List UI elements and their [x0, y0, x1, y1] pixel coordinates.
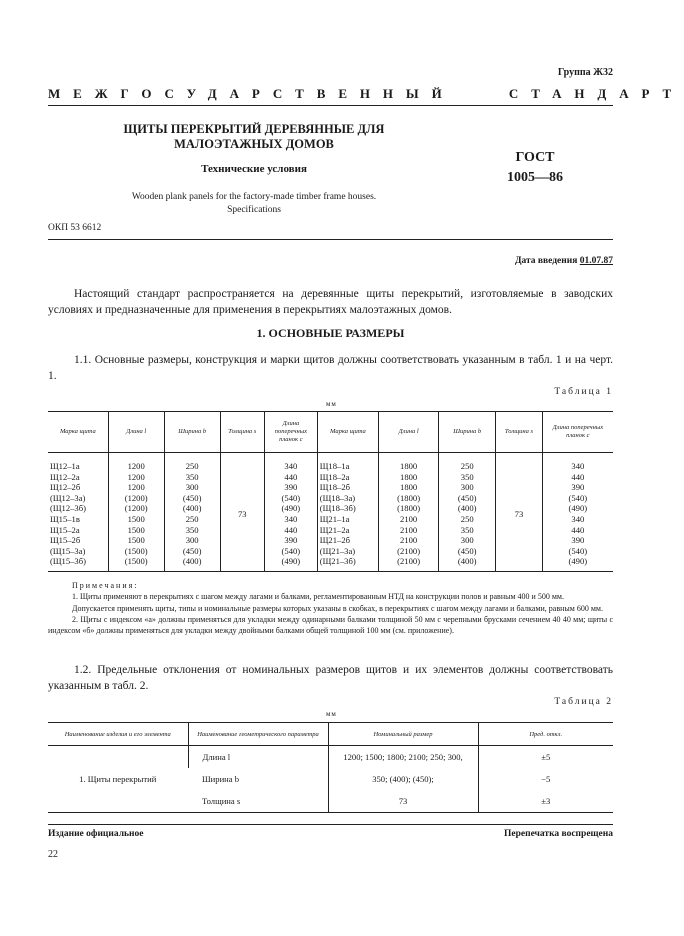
section-1-title: 1. ОСНОВНЫЕ РАЗМЕРЫ: [256, 326, 405, 340]
interstate-left: МЕЖГОСУДАРСТВЕННЫЙ: [48, 86, 455, 101]
intro-paragraph: Настоящий стандарт распространяется на деревянные щиты перекрытий, изготовляемые в заводских условиях и предназначенные для применения в перекрытиях малоэтажных домов.: [48, 288, 613, 316]
footer-rule: [48, 824, 613, 825]
gost-label: ГОСТ: [515, 150, 555, 165]
interstate-standard-heading: [48, 86, 684, 102]
document-subtitle: Технические условия: [201, 163, 307, 175]
group-code: Группа Ж32: [557, 67, 613, 78]
official-edition: Издание официальное: [48, 829, 144, 839]
t2-nominal-length: 1200; 1500; 1800; 2100; 250; 300,: [328, 746, 478, 769]
t2-dev-width: −5: [478, 768, 613, 790]
header-rule: [48, 105, 613, 106]
t2-param-width: Ширина b: [202, 774, 240, 784]
t1-header-mark-2: Марка щита: [317, 412, 378, 453]
note-1b: Допускается применять щиты, типы и номинальные размеры которых указаны в скобках, в перекрытиях с шагом между лагами и балками, равным 600 мм.: [72, 603, 603, 613]
english-title: [95, 191, 413, 217]
t1-left-lengths: 1200 1200 1200 (1200) (1200) 1500 1500 1500 (1500) (1500): [108, 453, 164, 572]
t1-header-length: Длина l: [108, 412, 164, 453]
table-2-unit: мм: [326, 710, 337, 718]
t2-header-deviation: Пред. откл.: [478, 723, 613, 746]
reprint-prohibited: Перепечатка воспрещена: [503, 829, 613, 839]
t2-dev-thickness: ±3: [478, 790, 613, 813]
t1-header-plank-2: Длина поперечных планок c: [542, 412, 613, 453]
t1-right-lengths: 1800 1800 1800 (1800) (1800) 2100 2100 2100 (2100) (2100): [379, 453, 439, 572]
clause-1-2: 1.2. Предельные отклонения от номинальных размеров щитов и их элементов должны соответствовать указанным в табл. 2.: [48, 664, 613, 692]
effective-date: [515, 256, 613, 266]
english-title-line-2: Specifications: [227, 205, 281, 215]
t1-header-width: Ширина b: [164, 412, 220, 453]
page-number: 22: [48, 849, 58, 860]
t1-right-marks: Щ18–1а Щ18–2а Щ18–2б (Щ18–3а) (Щ18–3б) Щ21–1а Щ21–2а Щ21–2б (Щ21–3а) (Щ21–3б): [317, 453, 378, 572]
table-1-label: Таблица 1: [554, 387, 613, 397]
t2-nominal-width: 350; (400); (450);: [328, 768, 478, 790]
t2-nominal-thickness: 73: [328, 790, 478, 813]
t1-header-thickness-2: Толщина s: [496, 412, 542, 453]
table-1: [48, 411, 613, 572]
t2-header-nominal: Номинальный размер: [328, 723, 478, 746]
t1-header-thickness: Толщина s: [220, 412, 264, 453]
interstate-right: СТАНДАРТ: [508, 86, 684, 101]
t1-right-thickness: 73: [496, 453, 542, 572]
t1-right-widths: 250 350 300 (450) (400) 250 350 300 (450) (400): [439, 453, 496, 572]
clause-1-1: 1.1. Основные размеры, конструкция и марки щитов должны соответствовать указанным в табл. 1 и на черт. 1.: [48, 354, 613, 382]
okp-rule: [48, 239, 613, 240]
table-row: [48, 453, 613, 572]
t1-left-marks: Щ12–1а Щ12–2а Щ12–2б (Щ12–3а) (Щ12–3б) Щ15–1в Щ15–2а Щ15–2б (Щ15–3а) (Щ15–3б): [48, 453, 108, 572]
gost-designation: [490, 148, 580, 188]
t1-left-planks: 340 440 390 (540) (490) 340 440 390 (540) (490): [264, 453, 317, 572]
t2-header-item: Наименование изделия и его элемента: [48, 723, 188, 746]
t2-item: 1. Щиты перекрытий: [48, 746, 188, 813]
t1-header-length-2: Длина l: [379, 412, 439, 453]
note-1: 1. Щиты применяют в перекрытиях с шагом между лагами и балками, регламентированным НТД на конструкции полов и равным 400 и 500 мм.: [72, 592, 564, 602]
t2-header-param: Наименование геометрического параметра: [188, 723, 328, 746]
t1-header-plank: Длина поперечных планок c: [264, 412, 317, 453]
t2-dev-length: ±5: [478, 746, 613, 769]
title-line-2: МАЛОЭТАЖНЫХ ДОМОВ: [174, 137, 334, 151]
okp-code: ОКП 53 6612: [48, 223, 102, 233]
t2-param-length: Длина l: [188, 746, 328, 769]
t1-header-mark: Марка щита: [48, 412, 108, 453]
t2-param-thickness: Толщина s: [188, 790, 328, 813]
table-2-label: Таблица 2: [554, 697, 613, 707]
gost-number: 1005—86: [507, 170, 563, 185]
english-title-line-1: Wooden plank panels for the factory-made timber frame houses.: [131, 192, 377, 202]
date-label: Дата введения: [514, 256, 578, 266]
date-value: 01.07.87: [579, 256, 613, 266]
note-2: 2. Щиты с индексом «а» должны применяться для укладки между одинарными балками толщиной 50 мм с черепными брусками сечением 40 40 мм; щиты с индексом «б» должны применяться для укладки между двойными балками общей толщиной 100 мм (см. приложение).: [48, 614, 613, 636]
document-title: [90, 122, 418, 152]
t1-header-width-2: Ширина b: [439, 412, 496, 453]
t1-right-planks: 340 440 390 (540) (490) 340 440 390 (540) (490): [542, 453, 613, 572]
table-2: [48, 722, 613, 813]
t1-left-widths: 250 350 300 (450) (400) 250 350 300 (450) (400): [164, 453, 220, 572]
table-1-notes: [48, 580, 613, 636]
table-1-unit: мм: [326, 400, 337, 408]
t1-left-thickness: 73: [220, 453, 264, 572]
table-row: [48, 746, 613, 769]
title-line-1: ЩИТЫ ПЕРЕКРЫТИЙ ДЕРЕВЯННЫЕ ДЛЯ: [123, 122, 385, 136]
notes-heading: Примечания:: [72, 581, 139, 590]
